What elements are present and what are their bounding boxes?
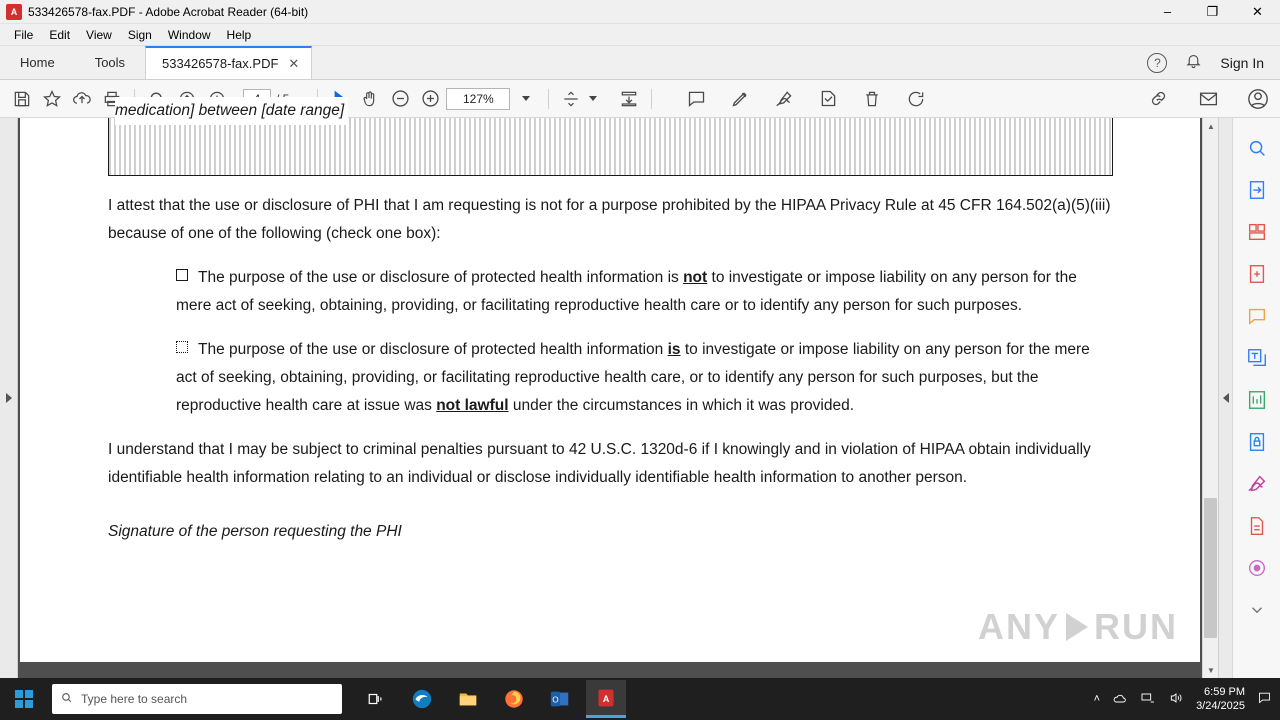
acrobat-app-icon: A [6, 4, 22, 20]
file-explorer-icon[interactable] [448, 680, 488, 718]
vertical-scrollbar[interactable] [1202, 118, 1218, 678]
checkbox-option-1[interactable] [176, 264, 1100, 320]
scroll-down-button[interactable]: ▼ [1207, 665, 1215, 675]
tab-document-label: 533426578-fax.PDF [162, 56, 279, 71]
tab-home[interactable]: Home [20, 55, 55, 70]
anyrun-watermark [978, 606, 1178, 648]
delete-icon[interactable] [858, 85, 886, 113]
help-icon[interactable]: ? [1147, 53, 1167, 73]
draw-icon[interactable] [770, 85, 798, 113]
left-panel-expand[interactable] [0, 118, 18, 678]
email-icon[interactable] [1194, 85, 1222, 113]
watermark-right-text: RUN [1094, 606, 1178, 647]
field-italic-text: medication] between [date range] [115, 97, 348, 125]
option-2-bold-is: is [667, 341, 681, 358]
minimize-button[interactable]: – [1163, 4, 1172, 19]
expand-left-panel-icon[interactable] [6, 393, 12, 403]
start-button[interactable] [0, 678, 48, 720]
more-tools-icon[interactable] [1242, 554, 1272, 582]
checkbox-option-2[interactable] [176, 336, 1100, 420]
clock-date: 3/24/2025 [1196, 700, 1245, 712]
protect-pdf-icon[interactable] [1242, 428, 1272, 456]
menu-window[interactable]: Window [167, 27, 211, 42]
fill-and-sign-icon[interactable] [1242, 470, 1272, 498]
export-pdf-icon[interactable] [1242, 176, 1272, 204]
tools-rail [1232, 118, 1280, 678]
option-2-text-part2: to investigate or impose liability on any person for the mere act of seeking, obtaining, providing, or facilitating reproductive health care, or to identify any person for such purposes, but the reproductive health care at issue was [176, 341, 1090, 414]
tray-expand-icon[interactable]: ˄ [1093, 693, 1101, 705]
option-2-bold-not-lawful: not lawful [436, 397, 509, 414]
zoom-in-icon[interactable] [416, 85, 444, 113]
taskbar-apps [356, 680, 626, 718]
play-triangle-icon [1066, 613, 1088, 641]
window-title: 533426578-fax.PDF - Adobe Acrobat Reader (64-bit) [28, 4, 309, 19]
document-viewport[interactable] [18, 102, 1218, 678]
tab-document[interactable] [145, 46, 312, 79]
pdf-page [20, 102, 1200, 662]
fill-and-sign-icon[interactable] [814, 85, 842, 113]
tab-bar [0, 46, 1280, 80]
fit-page-caret-icon[interactable] [587, 85, 599, 113]
close-button[interactable]: ✕ [1252, 3, 1263, 19]
scroll-mode-icon[interactable] [615, 85, 643, 113]
account-icon[interactable] [1244, 85, 1272, 113]
add-to-favorites-icon[interactable] [38, 85, 66, 113]
attestation-paragraph: I attest that the use or disclosure of PHI that I am requesting is not for a purpose prohibited by the HIPAA Privacy Rule at 45 CFR 164.502(a)(5)(iii) because of one of the following (check one box): [108, 197, 1111, 242]
outlook-icon[interactable] [540, 680, 580, 718]
menu-edit[interactable]: Edit [49, 27, 71, 42]
checkbox-1-icon[interactable] [176, 269, 188, 281]
highlight-icon[interactable] [726, 85, 754, 113]
zoom-dropdown-caret-icon[interactable] [512, 85, 540, 113]
volume-icon[interactable] [1168, 690, 1184, 709]
taskbar-clock[interactable] [1196, 685, 1245, 713]
acrobat-icon[interactable] [586, 680, 626, 718]
option-1-text-part1: The purpose of the use or disclosure of protected health information is [198, 269, 684, 286]
svg-text:A: A [602, 693, 610, 704]
option-2-text-part1: The purpose of the use or disclosure of protected health information [198, 341, 668, 358]
notifications-icon[interactable] [1257, 690, 1272, 708]
document-icon[interactable] [1242, 512, 1272, 540]
main-area [0, 102, 1280, 678]
collapse-right-panel-icon[interactable] [1223, 393, 1229, 403]
translate-icon[interactable] [1242, 344, 1272, 372]
chevron-down-icon[interactable] [1242, 596, 1272, 624]
zoom-level-input[interactable] [446, 88, 510, 110]
svg-text:O: O [552, 695, 559, 705]
option-1-bold-not: not [683, 269, 708, 286]
add-comment-icon[interactable] [682, 85, 710, 113]
compress-pdf-icon[interactable] [1242, 386, 1272, 414]
firefox-icon[interactable] [494, 680, 534, 718]
comment-icon[interactable] [1242, 302, 1272, 330]
task-view-icon[interactable] [356, 680, 396, 718]
create-pdf-icon[interactable] [1242, 260, 1272, 288]
tab-close-icon[interactable]: ✕ [288, 55, 300, 71]
form-field-box [108, 102, 1113, 176]
windows-logo-icon [15, 690, 33, 708]
tab-tools[interactable]: Tools [94, 55, 126, 70]
option-2-text-part3: under the circumstances in which it was provided. [508, 397, 854, 414]
option-1-text-part2: to investigate or impose liability on any person for the mere act of seeking, obtaining, providing, or facilitating reproductive health care or to identify any person for such purposes. [176, 269, 1077, 314]
menu-file[interactable]: File [14, 27, 34, 42]
windows-taskbar [0, 678, 1280, 720]
search-icon[interactable] [1242, 134, 1272, 162]
clock-time: 6:59 PM [1204, 686, 1245, 698]
network-icon[interactable] [1140, 690, 1156, 709]
fit-page-icon[interactable] [557, 85, 585, 113]
save-icon[interactable] [8, 85, 36, 113]
right-panel-collapse[interactable] [1218, 118, 1232, 678]
rotate-icon[interactable] [902, 85, 930, 113]
upload-cloud-icon[interactable] [68, 85, 96, 113]
menu-bar [0, 24, 1280, 46]
organize-pages-icon[interactable] [1242, 218, 1272, 246]
zoom-out-icon[interactable] [386, 85, 414, 113]
hand-tool-icon[interactable] [356, 85, 384, 113]
taskbar-search-placeholder: Type here to search [81, 692, 188, 706]
scroll-up-button[interactable]: ▲ [1207, 121, 1215, 131]
window-controls [1145, 0, 1280, 24]
link-icon[interactable] [1144, 85, 1172, 113]
taskbar-search-input[interactable] [52, 684, 342, 714]
system-tray [1094, 685, 1280, 713]
menu-view[interactable]: View [86, 27, 112, 42]
watermark-left-text: ANY [977, 606, 1060, 647]
onedrive-icon[interactable] [1112, 690, 1128, 709]
window-titlebar [0, 0, 1280, 24]
checkbox-2-icon[interactable] [176, 341, 188, 353]
scrollbar-thumb[interactable] [1204, 498, 1217, 638]
zoom-level-value: 127% [462, 91, 494, 106]
penalties-paragraph: I understand that I may be subject to criminal penalties pursuant to 42 U.S.C. 1320d-6 if I knowingly and in violation of HIPAA obtain individually identifiable health information relating to an individual or disclose individually identifiable health information to another person. [108, 441, 1091, 486]
maximize-button[interactable]: ❐ [1206, 3, 1219, 19]
signature-label: Signature of the person requesting the PHI [108, 523, 402, 540]
bell-icon[interactable] [1185, 52, 1202, 73]
search-icon [60, 691, 73, 707]
sign-in-button[interactable]: Sign In [1220, 54, 1264, 71]
menu-sign[interactable]: Sign [127, 27, 152, 42]
edge-icon[interactable] [402, 680, 442, 718]
menu-help[interactable]: Help [226, 27, 252, 42]
